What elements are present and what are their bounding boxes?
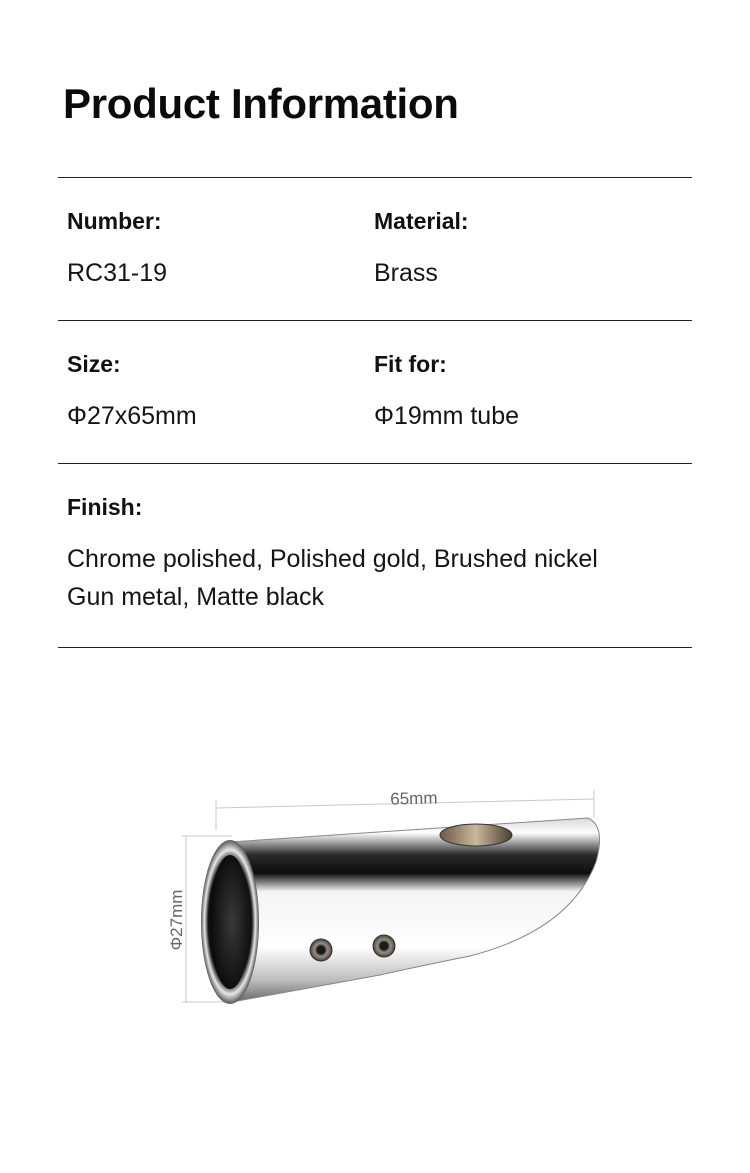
diameter-dimension-label: Φ27mm — [167, 889, 186, 951]
material-label: Material: — [374, 208, 469, 234]
slot-opening — [440, 824, 512, 846]
size-label: Size: — [67, 351, 121, 377]
divider — [58, 647, 692, 648]
material-value: Brass — [374, 259, 438, 287]
tube-bore — [210, 855, 250, 989]
finish-label: Finish: — [67, 494, 143, 520]
size-value: Φ27x65mm — [67, 402, 197, 430]
divider — [58, 463, 692, 464]
divider — [58, 320, 692, 321]
number-label: Number: — [67, 208, 162, 234]
finish-line-2: Gun metal, Matte black — [67, 583, 325, 611]
number-value: RC31-19 — [67, 259, 168, 287]
divider — [58, 177, 692, 178]
fit-value: Φ19mm tube — [374, 402, 520, 430]
fitting-body — [230, 818, 600, 1002]
page-title: Product Information — [63, 80, 459, 127]
length-dimension-label: 65mm — [389, 788, 438, 809]
finish-line-1: Chrome polished, Polished gold, Brushed nickel — [67, 545, 598, 573]
product-image — [0, 770, 750, 1030]
fit-label: Fit for: — [374, 351, 447, 377]
